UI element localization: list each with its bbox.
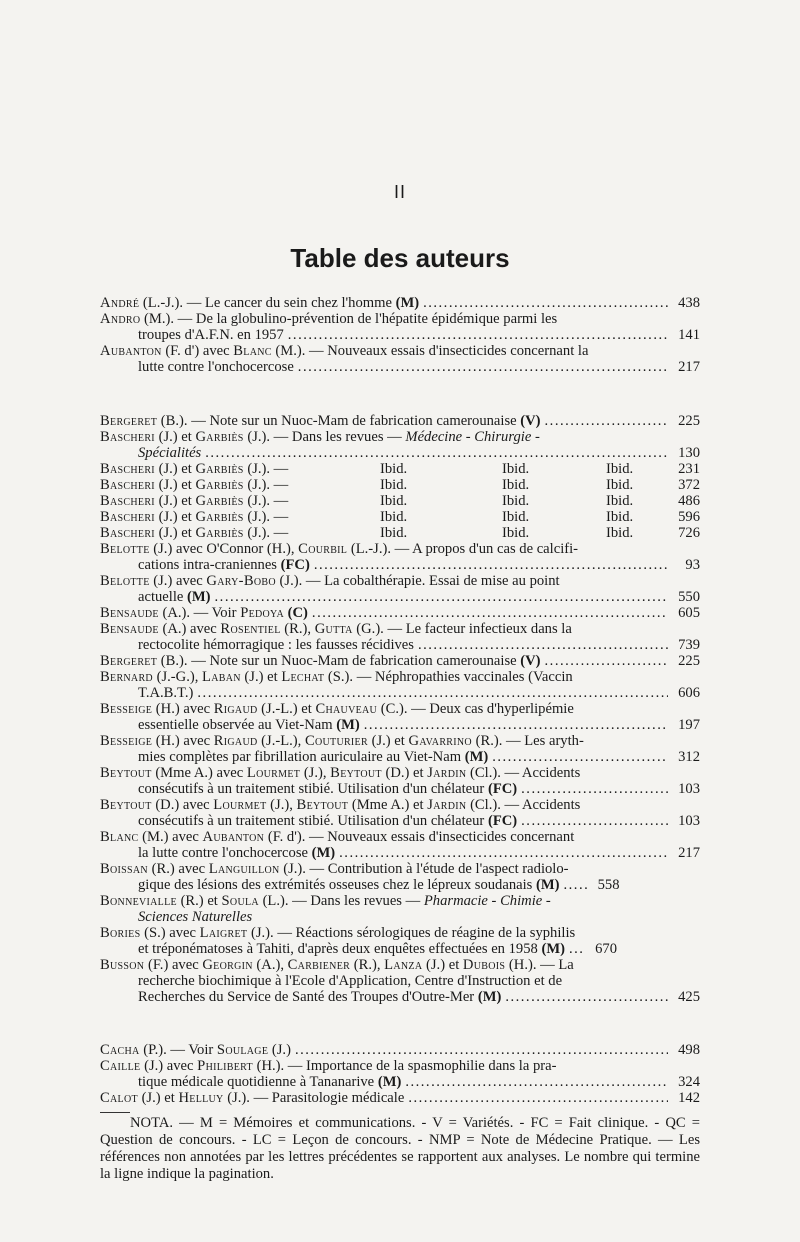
- list-item: Bensaude (A.) avec Rosentiel (R.), Gutta (G.). — Le facteur infectieux dans la rectocolite hémorragique : les fausses récidives ..... 739: [100, 621, 700, 653]
- list-item: Blanc (M.) avec Aubanton (F. d'). — Nouveaux essais d'insecticides concernant la lutte contre l'onchocercose (M) ..... 217: [100, 829, 700, 861]
- table-row: Bascheri (J.) et Garbiès (J.). — Ibid. Ibid. Ibid. 372: [100, 477, 700, 493]
- list-item: Besseige (H.) avec Rigaud (J.-L.), Couturier (J.) et Gavarrino (R.). — Les aryth- mies complètes par fibrillation auriculaire au Viet-Nam (M) ..... 312: [100, 733, 700, 765]
- list-item: Belotte (J.) avec O'Connor (H.), Courbil (L.-J.). — A propos d'un cas de calcifi- cations intra-craniennes (FC) ..... 93: [100, 541, 700, 573]
- list-item: Bensaude (A.). — Voir Pedoya (C) ..... 605: [100, 605, 700, 621]
- page-title: Table des auteurs: [290, 243, 510, 273]
- list-item: Belotte (J.) avec Gary-Bobo (J.). — La cobalthérapie. Essai de mise au point actuelle (M) ..... 550: [100, 573, 700, 605]
- list-item: Beytout (Mme A.) avec Lourmet (J.), Beytout (D.) et Jardin (Cl.). — Accidents consécutifs à un traitement stibié. Utilisation d'un chélateur (FC) ..... 103: [100, 765, 700, 797]
- list-item: Beytout (D.) avec Lourmet (J.), Beytout (Mme A.) et Jardin (Cl.). — Accidents consécutifs à un traitement stibié. Utilisation d'un chélateur (FC) ..... 103: [100, 797, 700, 829]
- list-item: Bascheri (J.) et Garbiès (J.). — Dans les revues — Médecine - Chirurgie - Spécialités ..... 130: [100, 429, 700, 461]
- list-item: Bergeret (B.). — Note sur un Nuoc-Mam de fabrication camerounaise (V) ..... 225: [100, 653, 700, 669]
- author-table: [100, 295, 700, 1183]
- list-item: André (L.-J.). — Le cancer du sein chez l'homme (M) ..... 438: [100, 295, 700, 311]
- list-item: Andro (M.). — De la globulino-prévention de l'hépatite épidémique parmi les troupes d'A.F.N. en 1957 ..... 141: [100, 311, 700, 343]
- list-item: Busson (F.) avec Georgin (A.), Carbiener (R.), Lanza (J.) et Dubois (H.). — La recherche biochimique à l'Ecole d'Application, Centre d'Instruction et de Recherches du Service de Santé des Troupes d'Outre-Mer (M) ..... 425: [100, 957, 700, 1005]
- list-item: Caille (J.) avec Philibert (H.). — Importance de la spasmophilie dans la pra- tique médicale quotidienne à Tananarive (M) ..... 324: [100, 1058, 700, 1090]
- table-row: Bascheri (J.) et Garbiès (J.). — Ibid. Ibid. Ibid. 231: [100, 461, 700, 477]
- list-item: Bernard (J.-G.), Laban (J.) et Lechat (S.). — Néphropathies vaccinales (Vaccin T.A.B.T.) ..... 606: [100, 669, 700, 701]
- list-item: Calot (J.) et Helluy (J.). — Parasitologie médicale ..... 142: [100, 1090, 700, 1106]
- list-item: Bories (S.) avec Laigret (J.). — Réactions sérologiques de réagine de la syphilis et tréponématoses à Tahiti, d'après deux enquêtes effectuées en 1958 (M) ..... 670: [100, 925, 700, 957]
- list-item: Cacha (P.). — Voir Soulage (J.) ..... 498: [100, 1042, 700, 1058]
- list-item: Bonnevialle (R.) et Soula (L.). — Dans les revues — Pharmacie - Chimie - Sciences Naturelles: [100, 893, 551, 925]
- page-number: II: [393, 182, 406, 202]
- list-item: Boissan (R.) avec Languillon (J.). — Contribution à l'étude de l'aspect radiolo- gique des lésions des extrémités osseuses chez le lépreux soudanais (M) ..... 558: [100, 861, 700, 893]
- divider: [100, 1112, 130, 1113]
- table-row: Bascheri (J.) et Garbiès (J.). — Ibid. Ibid. Ibid. 726: [100, 525, 700, 541]
- list-item: Bergeret (B.). — Note sur un Nuoc-Mam de fabrication camerounaise (V) ..... 225: [100, 413, 700, 429]
- nota-footnote: NOTA. — M = Mémoires et communications. - V = Variétés. - FC = Fait clinique. - QC = Question de concours. - LC = Leçon de concours. - NMP = Note de Médecine Pratique. — Les références non annotées par les lettres précédentes se rapportent aux analyses. Le nombre qui termine la ligne indique la pagination.: [100, 1115, 700, 1182]
- list-item: Aubanton (F. d') avec Blanc (M.). — Nouveaux essais d'insecticides concernant la lutte contre l'onchocercose ..... 217: [100, 343, 700, 375]
- list-item: Besseige (H.) avec Rigaud (J.-L.) et Chauveau (C.). — Deux cas d'hyperlipémie essentielle observée au Viet-Nam (M) ..... 197: [100, 701, 700, 733]
- table-row: Bascheri (J.) et Garbiès (J.). — Ibid. Ibid. Ibid. 596: [100, 509, 700, 525]
- table-row: Bascheri (J.) et Garbiès (J.). — Ibid. Ibid. Ibid. 486: [100, 493, 700, 509]
